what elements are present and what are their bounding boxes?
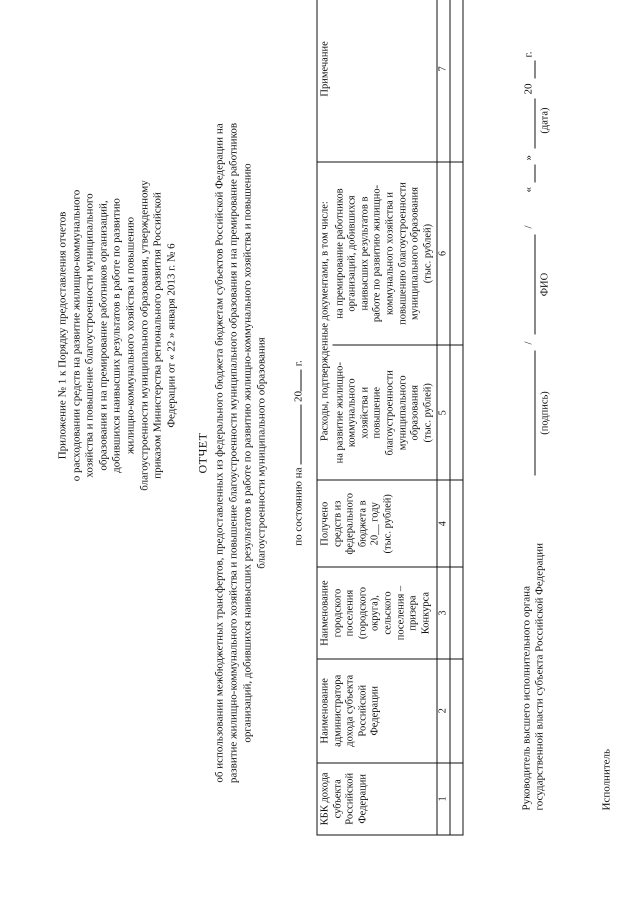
column-number: 4 [437, 480, 450, 567]
as-of-year-blank[interactable] [290, 369, 301, 391]
empty-data-row [450, 0, 463, 835]
appendix-line: жилищно-коммунального хозяйства и повышению [123, 216, 136, 454]
report-subtitle [212, 45, 268, 860]
column-number: 6 [437, 161, 450, 344]
subtitle-line: благоустроенности муниципального образования [255, 336, 267, 569]
column-number: 2 [437, 658, 450, 762]
appendix-line: Федерации от « 22 » января 2013 г. № 6 [164, 242, 177, 428]
appendix-line: хозяйства и повышение благоустроенности муниципального [83, 192, 96, 478]
as-of-year: 20 [292, 390, 304, 402]
signatory-title: Руководитель высшего исполнительного органа государственной власти субъекта Российской Федерации [520, 542, 545, 810]
appendix-line: о расходовании средств на развитие жилищно-коммунального [69, 189, 82, 481]
header-development-expenses: на развитие жилищно- коммунального хозяйства и повышение благоустроенности муниципального образования (тыс. рублей) [332, 345, 437, 480]
appendix-line: приказом Министерства регионального развития Российской [151, 191, 164, 479]
date-open-quote: « [522, 186, 534, 192]
column-number: 3 [437, 567, 450, 659]
subtitle-line: об использовании межбюджетных трансфертов, предоставленных из федерального бюджета бюджетам субъектов Российской Федерации на [213, 122, 225, 783]
report-as-of-date [290, 0, 304, 905]
date-year: 20 [522, 83, 534, 94]
data-cell[interactable] [450, 480, 463, 567]
date-day-line[interactable] [534, 164, 535, 182]
name-caption: ФИО [539, 272, 550, 296]
header-settlement: Наименование городского поселения (городского округа), сельского поселения – призера Конкурса [317, 567, 437, 659]
data-cell[interactable] [450, 567, 463, 659]
date-caption: (дата) [539, 106, 550, 134]
signature-block [520, 10, 550, 810]
report-title: ОТЧЕТ [195, 432, 209, 473]
header-received-funds: Получено средств из федерального бюджета в 20__ году (тыс. рублей) [317, 480, 437, 567]
header-kbk: КБК дохода субъекта Российской Федерации [317, 762, 437, 834]
appendix-line: благоустроенности муниципального образования, утвержденному [137, 179, 150, 491]
executor-label: Исполнитель [600, 748, 612, 810]
date-year-line[interactable] [534, 60, 535, 78]
data-cell[interactable] [450, 658, 463, 762]
header-note: Примечание [317, 0, 437, 161]
data-cell[interactable] [450, 345, 463, 480]
header-row-1 [317, 0, 332, 835]
as-of-prefix: по состоянию на [292, 467, 304, 546]
column-number: 5 [437, 345, 450, 480]
data-cell[interactable] [450, 0, 463, 161]
name-slash: / [522, 224, 534, 228]
header-expenses-group: Расходы, подтвержденные документами, в том числе: [317, 161, 332, 479]
header-bonus-expenses: на премирование работников организаций, добившихся наивысших результатов в работе по развитию жилищно- коммунального хозяйства и повышению благоустроенности муниципального образования (тыс. рублей) [332, 161, 437, 344]
column-numbers-row [437, 0, 450, 835]
column-number: 7 [437, 0, 450, 161]
appendix-header [56, 65, 178, 605]
as-of-day-month-blank[interactable] [290, 404, 301, 464]
subtitle-line: организаций, добившихся наивысших результатов в работе по развитию жилищно-коммунального хозяйства и повышению [241, 162, 253, 743]
appendix-line: добившихся наивысших результатов в работе по развитию [110, 197, 123, 473]
data-cell[interactable] [450, 762, 463, 834]
date-month-line[interactable] [534, 98, 535, 148]
name-line[interactable] [534, 234, 535, 334]
as-of-suffix: г. [292, 359, 304, 366]
report-table [316, 0, 463, 835]
signature-caption: (подпись) [539, 390, 550, 435]
column-number: 1 [437, 762, 450, 834]
subtitle-line: развитие жилищно-коммунального хозяйства и повышение благоустроенности муниципального образования и на премирование работников [227, 122, 239, 783]
date-year-suffix: г. [522, 50, 534, 57]
header-administrator: Наименование администратора дохода субъекта Российской Федерации [317, 658, 437, 762]
appendix-line: Приложение № 1 к Порядку предоставления отчетов [56, 211, 68, 459]
date-close-quote: » [522, 154, 534, 160]
appendix-line: образования и на премирование работников организаций, [96, 199, 109, 471]
signature-slash: / [522, 340, 534, 344]
signature-line[interactable] [534, 350, 535, 475]
data-cell[interactable] [450, 161, 463, 344]
